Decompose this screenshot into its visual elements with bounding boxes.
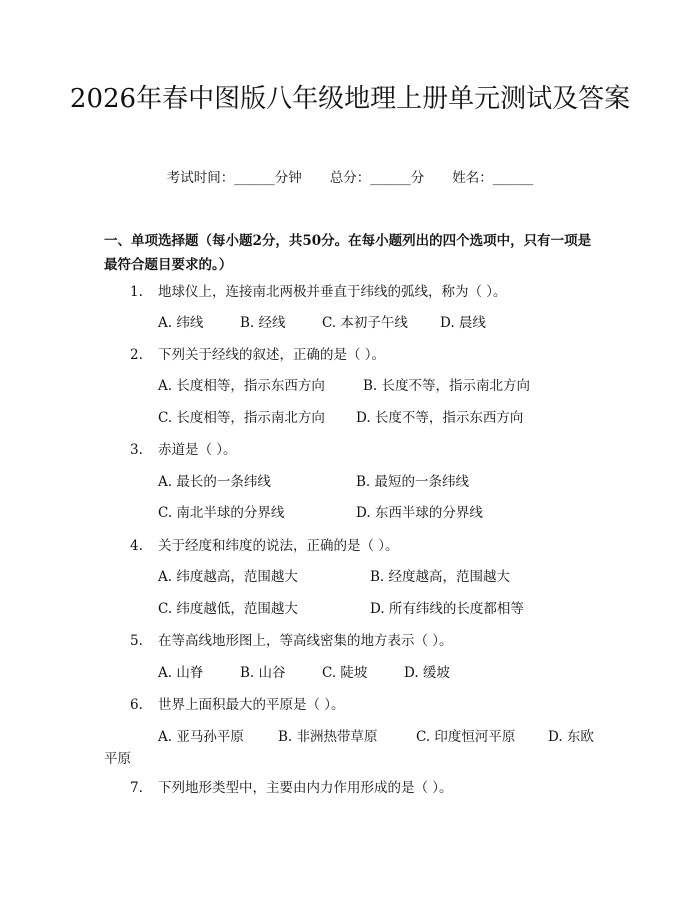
question-number: 6. bbox=[130, 697, 143, 713]
option-c: C. 陡坡 bbox=[322, 665, 368, 681]
question-5 bbox=[130, 631, 453, 651]
question-stem: 下列地形类型中，主要由内力作用形成的是（ ）。 bbox=[158, 780, 453, 796]
option-b: B. 经线 bbox=[240, 315, 286, 331]
option-c: C. 长度相等，指示南北方向 bbox=[158, 410, 325, 426]
question-stem: 在等高线地形图上，等高线密集的地方表示（ ）。 bbox=[158, 633, 453, 649]
question-number: 1. bbox=[130, 284, 143, 300]
exam-score: 总分：______分 bbox=[329, 170, 425, 186]
option-b: B. 经度越高，范围越大 bbox=[370, 569, 511, 585]
option-d-wrap: 平原 bbox=[104, 751, 131, 767]
option-d: D. 晨线 bbox=[440, 315, 486, 331]
question-number: 2. bbox=[130, 347, 143, 363]
question-stem: 赤道是（ ）。 bbox=[158, 442, 237, 458]
section-heading: 一、单项选择题（每小题2分，共50分。在每小题列出的四个选项中，只有一项是最符合题目要求的。） bbox=[104, 233, 592, 273]
question-number: 4. bbox=[130, 538, 143, 554]
question-number: 7. bbox=[130, 780, 143, 796]
option-d: D. 缓坡 bbox=[404, 665, 450, 681]
exam-time: 考试时间：______分钟 bbox=[166, 170, 302, 186]
option-a: A. 亚马孙平原 bbox=[158, 729, 244, 745]
question-number: 3. bbox=[130, 442, 143, 458]
option-c: C. 南北半球的分界线 bbox=[158, 505, 285, 521]
option-a: A. 长度相等，指示东西方向 bbox=[158, 378, 325, 394]
exam-meta bbox=[0, 168, 700, 188]
option-d: D. 东欧 bbox=[548, 729, 594, 745]
question-1 bbox=[130, 282, 507, 302]
option-c: C. 纬度越低，范围越大 bbox=[158, 601, 298, 617]
option-b: B. 最短的一条纬线 bbox=[356, 474, 470, 490]
option-b: B. 长度不等，指示南北方向 bbox=[363, 378, 531, 394]
option-c: C. 印度恒河平原 bbox=[416, 729, 516, 745]
option-b: B. 山谷 bbox=[240, 665, 286, 681]
question-stem: 世界上面积最大的平原是（ ）。 bbox=[158, 697, 345, 713]
option-c: C. 本初子午线 bbox=[322, 315, 408, 331]
question-number: 5. bbox=[130, 633, 143, 649]
option-d: D. 长度不等，指示东西方向 bbox=[356, 410, 524, 426]
question-7 bbox=[130, 778, 453, 798]
question-4 bbox=[130, 536, 399, 556]
question-stem: 地球仪上，连接南北两极并垂直于纬线的弧线，称为（ ）。 bbox=[158, 284, 507, 300]
option-a: A. 纬线 bbox=[158, 315, 204, 331]
question-stem: 关于经度和纬度的说法，正确的是（ ）。 bbox=[158, 538, 399, 554]
question-6 bbox=[130, 695, 345, 715]
option-a: A. 最长的一条纬线 bbox=[158, 474, 271, 490]
question-stem: 下列关于经线的叙述，正确的是（ ）。 bbox=[158, 347, 386, 363]
option-d: D. 东西半球的分界线 bbox=[356, 505, 483, 521]
question-2 bbox=[130, 345, 385, 365]
option-a: A. 纬度越高，范围越大 bbox=[158, 569, 298, 585]
option-a: A. 山脊 bbox=[158, 665, 204, 681]
option-d: D. 所有纬线的长度都相等 bbox=[370, 601, 524, 617]
option-b: B. 非洲热带草原 bbox=[278, 729, 378, 745]
document-title: 2026年春中图版八年级地理上册单元测试及答案 bbox=[69, 84, 631, 114]
question-3 bbox=[130, 440, 237, 460]
student-name: 姓名：______ bbox=[452, 170, 534, 186]
